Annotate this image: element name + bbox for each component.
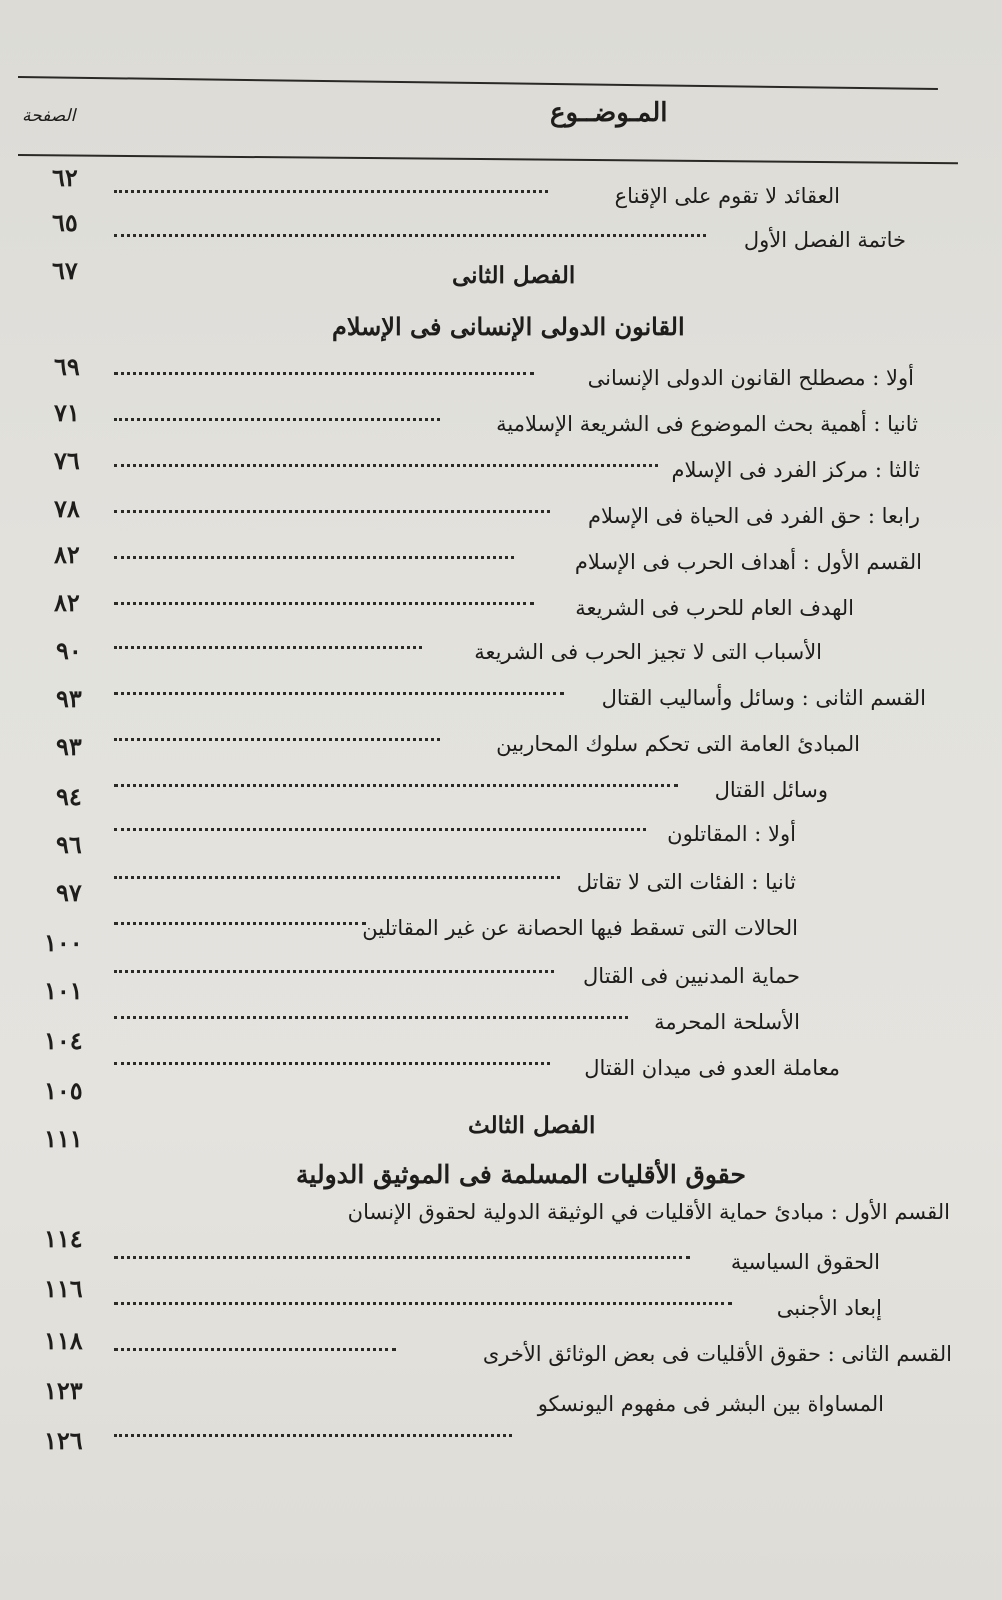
leader-dots xyxy=(114,1434,512,1437)
toc-entry-page: ٩٤ xyxy=(56,782,82,811)
toc-entry-page: ١١٨ xyxy=(44,1326,83,1355)
toc-entry-title: معاملة العدو فى ميدان القتال xyxy=(584,1056,840,1080)
toc-entry-page: ٩٦ xyxy=(56,830,82,859)
toc-entry-page: ١٠٥ xyxy=(44,1076,83,1105)
subject-column-header: المـوضــوع xyxy=(550,98,668,128)
toc-entry-page: ٨٢ xyxy=(54,588,80,617)
toc-entry xyxy=(100,964,800,994)
toc-entry-title: إبعاد الأجنبى xyxy=(776,1296,882,1320)
leader-dots xyxy=(114,828,646,831)
leader-dots xyxy=(114,556,514,559)
toc-entry-title: خاتمة الفصل الأول xyxy=(743,228,906,252)
toc-entry xyxy=(100,732,860,762)
leader-dots xyxy=(114,784,678,787)
toc-entry-title: ثانيا : أهمية بحث الموضوع فى الشريعة الإسلامية xyxy=(496,412,918,436)
toc-entry-page: ١١٦ xyxy=(44,1274,83,1303)
leader-dots xyxy=(114,692,564,695)
toc-entry-title: أولا : مصطلح القانون الدولى الإنسانى xyxy=(587,366,914,390)
toc-entry xyxy=(100,916,798,946)
leader-dots xyxy=(114,602,534,605)
leader-dots xyxy=(114,418,440,421)
toc-entry-title: العقائد لا تقوم على الإقناع xyxy=(614,184,840,208)
toc-entry xyxy=(100,870,796,900)
toc-entry-title: حماية المدنيين فى القتال xyxy=(583,964,800,988)
toc-entry xyxy=(100,412,918,442)
toc-entry xyxy=(100,1056,840,1086)
toc-entry-title: الحقوق السياسية xyxy=(730,1250,880,1274)
toc-entry-page: ١٢٦ xyxy=(44,1426,83,1455)
page-column-header: الصفحة xyxy=(22,106,76,126)
toc-entry xyxy=(100,458,920,488)
toc-entry-page: ١١١ xyxy=(44,1124,83,1153)
toc-entry xyxy=(100,1250,880,1280)
toc-entry-page: ٩٧ xyxy=(56,878,82,907)
toc-entry xyxy=(100,228,906,258)
toc-entry-title: ثانيا : الفئات التى لا تقاتل xyxy=(576,870,796,894)
toc-entry-title: القسم الثانى : وسائل وأساليب القتال xyxy=(601,686,926,710)
toc-entry-page: ٦٢ xyxy=(52,163,78,192)
toc-entry xyxy=(100,1010,800,1040)
leader-dots xyxy=(114,372,534,375)
toc-entry xyxy=(100,366,914,396)
toc-entry xyxy=(100,778,828,808)
toc-entry-page: ٩٣ xyxy=(56,732,82,761)
toc-entry-page: ٧١ xyxy=(54,398,80,427)
toc-entry xyxy=(100,1392,884,1422)
toc-entry-page: ٨٢ xyxy=(54,540,80,569)
chapter-heading: الفصل الثالث xyxy=(468,1112,596,1139)
toc-entry-title: القسم الأول : أهداف الحرب فى الإسلام xyxy=(574,550,922,574)
toc-entry-page: ١٠٠ xyxy=(44,928,83,957)
chapter-title-heading: حقوق الأقليات المسلمة فى الموثيق الدولية xyxy=(296,1160,746,1189)
toc-entry xyxy=(120,1200,950,1230)
toc-entry xyxy=(100,686,926,716)
toc-entry-page: ١٠٤ xyxy=(44,1026,83,1055)
toc-entry-title: القسم الثانى : حقوق الأقليات فى بعض الوثائق الأخرى xyxy=(482,1342,952,1366)
leader-dots xyxy=(114,1016,628,1019)
chapter-heading: الفصل الثانى xyxy=(452,262,576,289)
toc-entry-title: رابعا : حق الفرد فى الحياة فى الإسلام xyxy=(588,504,920,528)
toc-entry-page: ١١٤ xyxy=(44,1224,83,1253)
toc-entry-page: ٩٣ xyxy=(56,684,82,713)
toc-entry-title: القسم الأول : مبادئ حماية الأقليات في الوثيقة الدولية لحقوق الإنسان xyxy=(347,1200,950,1224)
toc-entry-title: الأسلحة المحرمة xyxy=(654,1010,800,1034)
leader-dots xyxy=(114,1302,732,1305)
toc-entry xyxy=(100,504,920,534)
toc-entry-page: ٧٦ xyxy=(54,446,80,475)
toc-entry xyxy=(100,640,822,670)
leader-dots xyxy=(114,970,554,973)
toc-entry-title: الهدف العام للحرب فى الشريعة xyxy=(575,596,854,620)
leader-dots xyxy=(114,1256,690,1259)
leader-dots xyxy=(114,922,366,925)
leader-dots xyxy=(114,464,658,467)
toc-entry-title: الأسباب التى لا تجيز الحرب فى الشريعة xyxy=(474,640,822,664)
toc-entry-title: ثالثا : مركز الفرد فى الإسلام xyxy=(671,458,920,482)
chapter-title-heading: القانون الدولى الإنسانى فى الإسلام xyxy=(332,312,685,341)
leader-dots xyxy=(114,646,422,649)
toc-entry xyxy=(100,1342,952,1372)
toc-entry-page: ٧٨ xyxy=(54,494,80,523)
toc-entry xyxy=(100,184,840,214)
leader-dots xyxy=(114,234,706,237)
toc-entry xyxy=(100,1296,882,1326)
leader-dots xyxy=(114,510,550,513)
toc-entry xyxy=(100,550,922,580)
leader-dots xyxy=(114,1348,396,1351)
toc-entry xyxy=(100,596,854,626)
toc-entry-page: ٦٩ xyxy=(54,352,80,381)
toc-entry-title: المبادئ العامة التى تحكم سلوك المحاربين xyxy=(496,732,860,756)
leader-dots xyxy=(114,738,440,741)
toc-entry-page: ١٢٣ xyxy=(44,1376,83,1405)
toc-entry-title: المساواة بين البشر فى مفهوم اليونسكو xyxy=(537,1392,884,1416)
toc-entry-page: ١٠١ xyxy=(44,976,83,1005)
toc-entry-title: أولا : المقاتلون xyxy=(667,822,796,846)
toc-entry-page: ٦٧ xyxy=(52,256,78,285)
toc-entry-page: ٦٥ xyxy=(52,208,78,237)
toc-entry-title: الحالات التى تسقط فيها الحصانة عن غير المقاتلين xyxy=(362,916,798,940)
toc-entry xyxy=(100,822,796,852)
leader-dots xyxy=(114,190,548,193)
leader-dots xyxy=(114,1062,550,1065)
toc-entry-title: وسائل القتال xyxy=(714,778,828,802)
leader-dots xyxy=(114,876,560,879)
toc-entry-page: ٩٠ xyxy=(56,636,82,665)
